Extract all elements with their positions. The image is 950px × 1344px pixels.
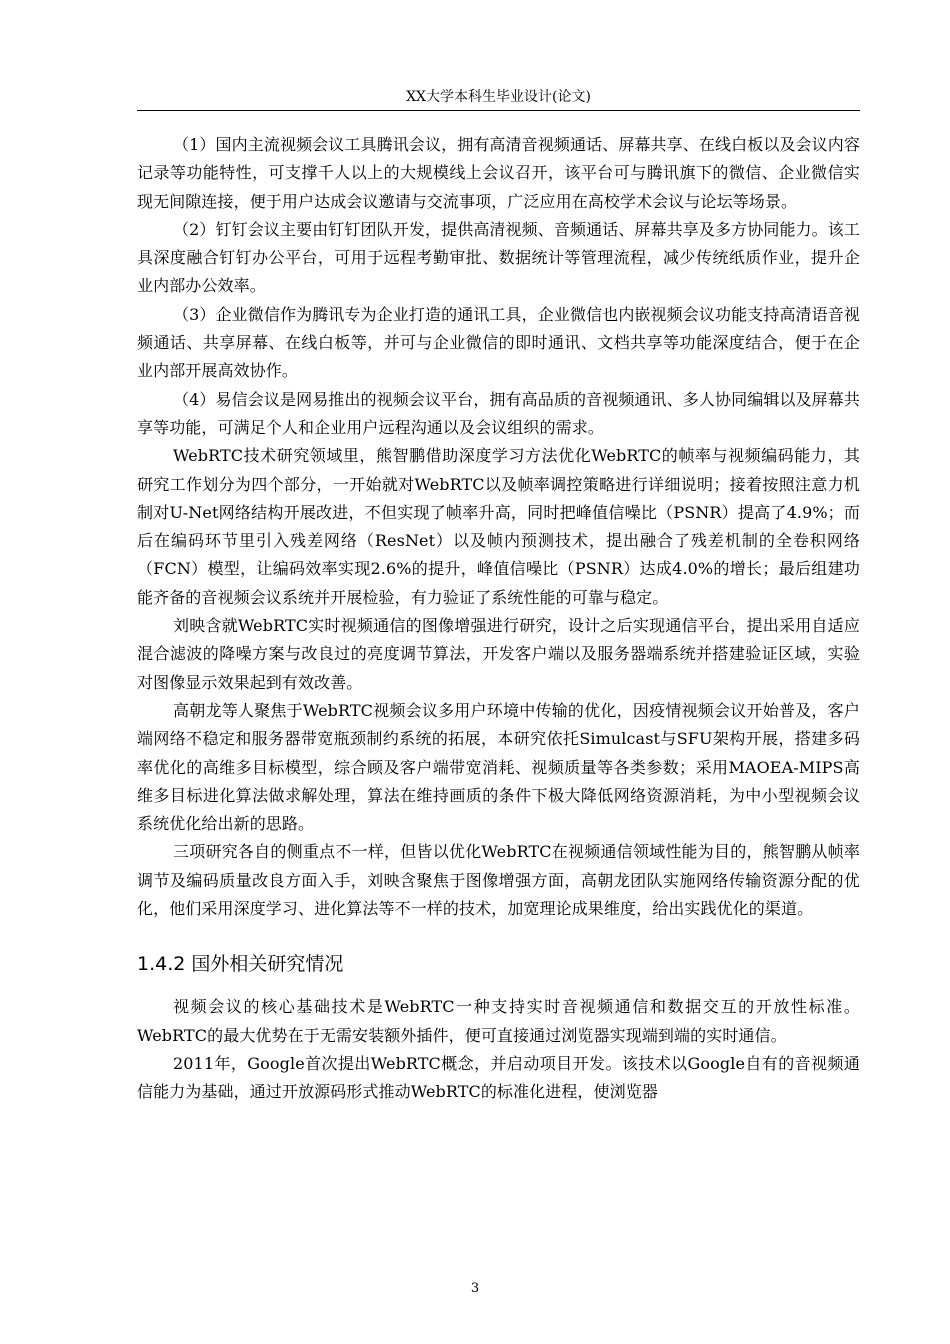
page-number: 3: [470, 1281, 480, 1296]
paragraph-transmission-optimization: 高朝龙等人聚焦于WebRTC视频会议多用户环境中传输的优化，因疫情视频会议开始普及，客户端网络不稳定和服务器带宽瓶颈制约系统的拓展，本研究依托Simulcast与SFU架构开展，搭建多码率优化的高维多目标模型，综合顾及客户端带宽消耗、视频质量等各类参数；采用MAOEA-MIPS高维多目标进化算法做求解处理，算法在维持画质的条件下极大降低网络资源消耗，为中小型视频会议系统优化给出新的思路。: [137, 700, 860, 834]
paragraph-dingtalk-meeting: （2）钉钉会议主要由钉钉团队开发，提供高清视频、音频通话、屏幕共享及多方协同能力。该工具深度融合钉钉办公平台，可用于远程考勤审批、数据统计等管理流程，减少传统纸质作业，提升企业内部办公效率。: [137, 219, 860, 296]
paragraph-webrtc-intro: 视频会议的核心基础技术是WebRTC一种支持实时音视频通信和数据交互的开放性标准。WebRTC的最大优势在于无需安装额外插件，便可直接通过浏览器实现端到端的实时通信。: [137, 997, 860, 1045]
paragraph-wecom: （3）企业微信作为腾讯专为企业打造的通讯工具，企业微信也内嵌视频会议功能支持高清语音视频通话、共享屏幕、在线白板等，并可与企业微信的即时通讯、文档共享等功能深度结合，便于在企业内部开展高效协作。: [137, 304, 860, 381]
paragraph-webrtc-research: WebRTC技术研究领域里，熊智鹏借助深度学习方法优化WebRTC的帧率与视频编码能力，其研究工作划分为四个部分，一开始就对WebRTC以及帧率调控策略进行详细说明；接着按照注意力机制对U-Net网络结构开展改进，不但实现了帧率升高，同时把峰值信噪比（PSNR）提高了4.9%；而后在编码环节里引入残差网络（ResNet）以及帧内预测技术，提出融合了残差机制的全卷积网络（FCN）模型，让编码效率实现2.6%的提升，峰值信噪比（PSNR）达成4.0%的增长；最后组建功能齐备的音视频会议系统并开展检验，有力验证了系统性能的可靠与稳定。: [137, 446, 860, 607]
page-header: [137, 86, 860, 111]
document-body: [137, 131, 860, 1107]
paragraph-summary: 三项研究各自的侧重点不一样，但皆以优化WebRTC在视频通信领域性能为目的，熊智鹏从帧率调节及编码质量改良方面入手，刘映含聚焦于图像增强方面，高朝龙团队实施网络传输资源分配的优化，他们采用深度学习、进化算法等不一样的技术，加宽理论成果维度，给出实践优化的渠道。: [137, 842, 860, 919]
paragraph-webrtc-history: 2011年，Google首次提出WebRTC概念，并启动项目开发。该技术以Google自有的音视频通信能力为基础，通过开放源码形式推动WebRTC的标准化进程，使浏览器: [137, 1053, 860, 1102]
paragraph-image-enhancement: 刘映含就WebRTC实时视频通信的图像增强进行研究，设计之后实现通信平台，提出采用自适应混合滤波的降噪方案与改良过的亮度调节算法，开发客户端以及服务器端系统并搭建验证区域，实验对图像显示效果起到有效改善。: [137, 616, 860, 692]
paragraph-tencent-meeting: （1）国内主流视频会议工具腾讯会议，拥有高清音视频通话、屏幕共享、在线白板以及会议内容记录等功能特性，可支撑千人以上的大规模线上会议召开，该平台可与腾讯旗下的微信、企业微信实现无间隙连接，便于用户达成会议邀请与交流事项，广泛应用在高校学术会议与论坛等场景。: [137, 135, 860, 211]
page-footer: [0, 1280, 950, 1298]
section-heading: 1.4.2 国外相关研究情况: [137, 953, 344, 976]
header-title: XX大学本科生毕业设计(论文): [406, 89, 591, 105]
paragraph-yixin-meeting: （4）易信会议是网易推出的视频会议平台，拥有高品质的音视频通讯、多人协同编辑以及屏幕共享等功能，可满足个人和企业用户远程沟通以及会议组织的需求。: [137, 389, 860, 437]
